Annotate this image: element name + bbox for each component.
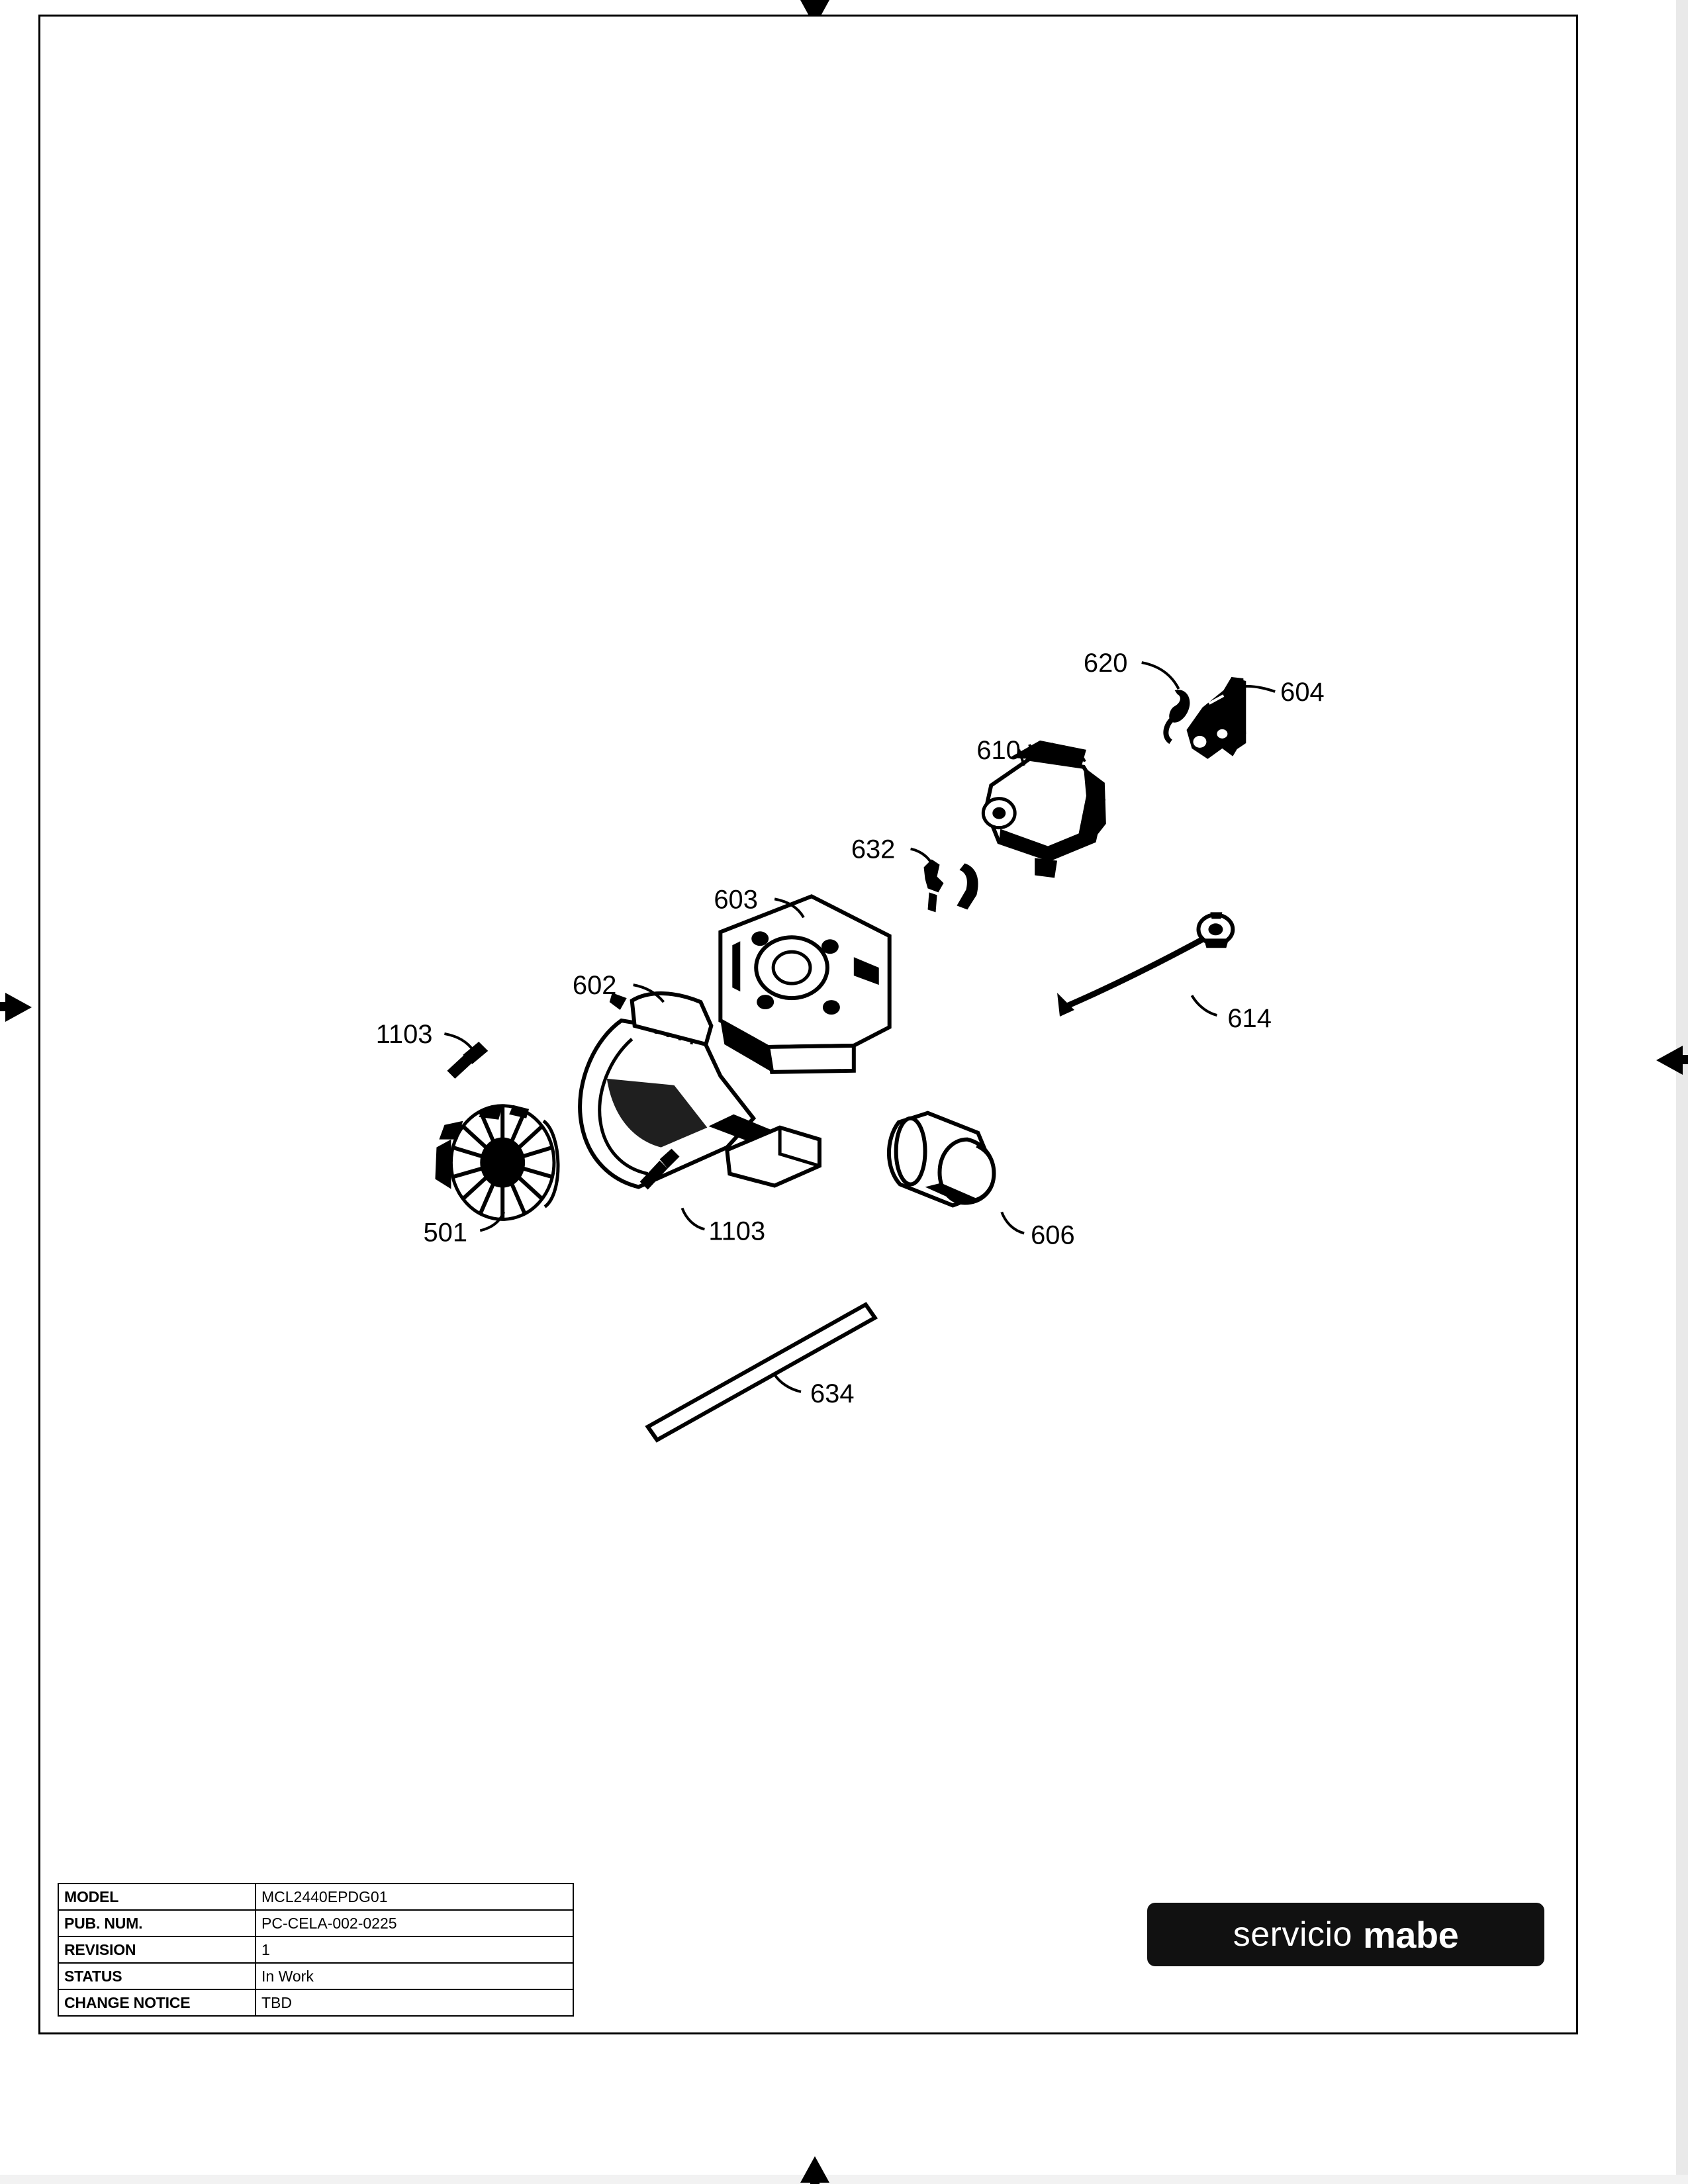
title-block-value-pub-num: PC-CELA-002-0225	[256, 1910, 573, 1936]
title-block-row-model	[58, 1884, 573, 1910]
part-604-support-bracket	[1187, 677, 1246, 759]
title-block-label-revision: REVISION	[58, 1936, 256, 1963]
drawing-frame	[38, 15, 1578, 2034]
title-block-value-status: In Work	[256, 1963, 573, 1989]
callout-label-614: 614	[1227, 1003, 1272, 1033]
title-block-row-pub-num	[58, 1910, 573, 1936]
title-block-label-pub-num: PUB. NUM.	[58, 1910, 256, 1936]
part-632-small-bracket-pair	[924, 859, 978, 912]
center-mark-left-bar	[0, 1002, 15, 1011]
part-634-seal-strip	[648, 1304, 875, 1440]
part-614-wire-harness	[1057, 912, 1233, 1017]
center-mark-right-bar	[1673, 1055, 1688, 1064]
callout-label-610: 610	[976, 735, 1021, 765]
servicio-mabe-logo	[1147, 1903, 1544, 1966]
title-block-table	[58, 1883, 574, 2017]
part-620-clip-retainer	[1166, 690, 1190, 742]
title-block-label-change-notice: CHANGE NOTICE	[58, 1989, 256, 2016]
center-mark-top-bar	[810, 0, 820, 16]
center-mark-bottom-bar	[810, 2168, 820, 2184]
title-block-value-change-notice: TBD	[256, 1989, 573, 2016]
callout-label-603: 603	[714, 885, 758, 915]
logo-word-mabe: mabe	[1362, 1913, 1459, 1956]
callout-label-1103-upper: 1103	[375, 1019, 433, 1049]
part-606-duct-elbow	[889, 1113, 994, 1206]
callout-label-606: 606	[1031, 1220, 1075, 1250]
title-block-label-status: STATUS	[58, 1963, 256, 1989]
callout-label-632: 632	[851, 835, 896, 864]
title-block-row-change-notice	[58, 1989, 573, 2016]
part-501-blower-wheel-fan	[435, 1105, 558, 1220]
title-block-value-revision: 1	[256, 1936, 573, 1963]
callout-label-604: 604	[1280, 677, 1325, 707]
title-block-label-model: MODEL	[58, 1884, 256, 1910]
page-edge-right	[1676, 0, 1688, 2184]
title-block-row-status	[58, 1963, 573, 1989]
callout-label-602: 602	[572, 971, 617, 1001]
logo-word-servicio: servicio	[1233, 1915, 1352, 1954]
callout-label-1103-lower: 1103	[708, 1216, 766, 1246]
title-block-row-revision	[58, 1936, 573, 1963]
exploded-parts-illustration	[40, 17, 1576, 2032]
part-603-motor-mount-plate	[720, 896, 889, 1071]
callout-label-634: 634	[810, 1379, 855, 1408]
callout-label-620: 620	[1083, 649, 1128, 678]
page-edge-bottom	[0, 2175, 1688, 2184]
part-1103-screw-upper	[447, 1042, 488, 1079]
callout-label-501: 501	[423, 1218, 468, 1248]
title-block-value-model: MCL2440EPDG01	[256, 1884, 573, 1910]
